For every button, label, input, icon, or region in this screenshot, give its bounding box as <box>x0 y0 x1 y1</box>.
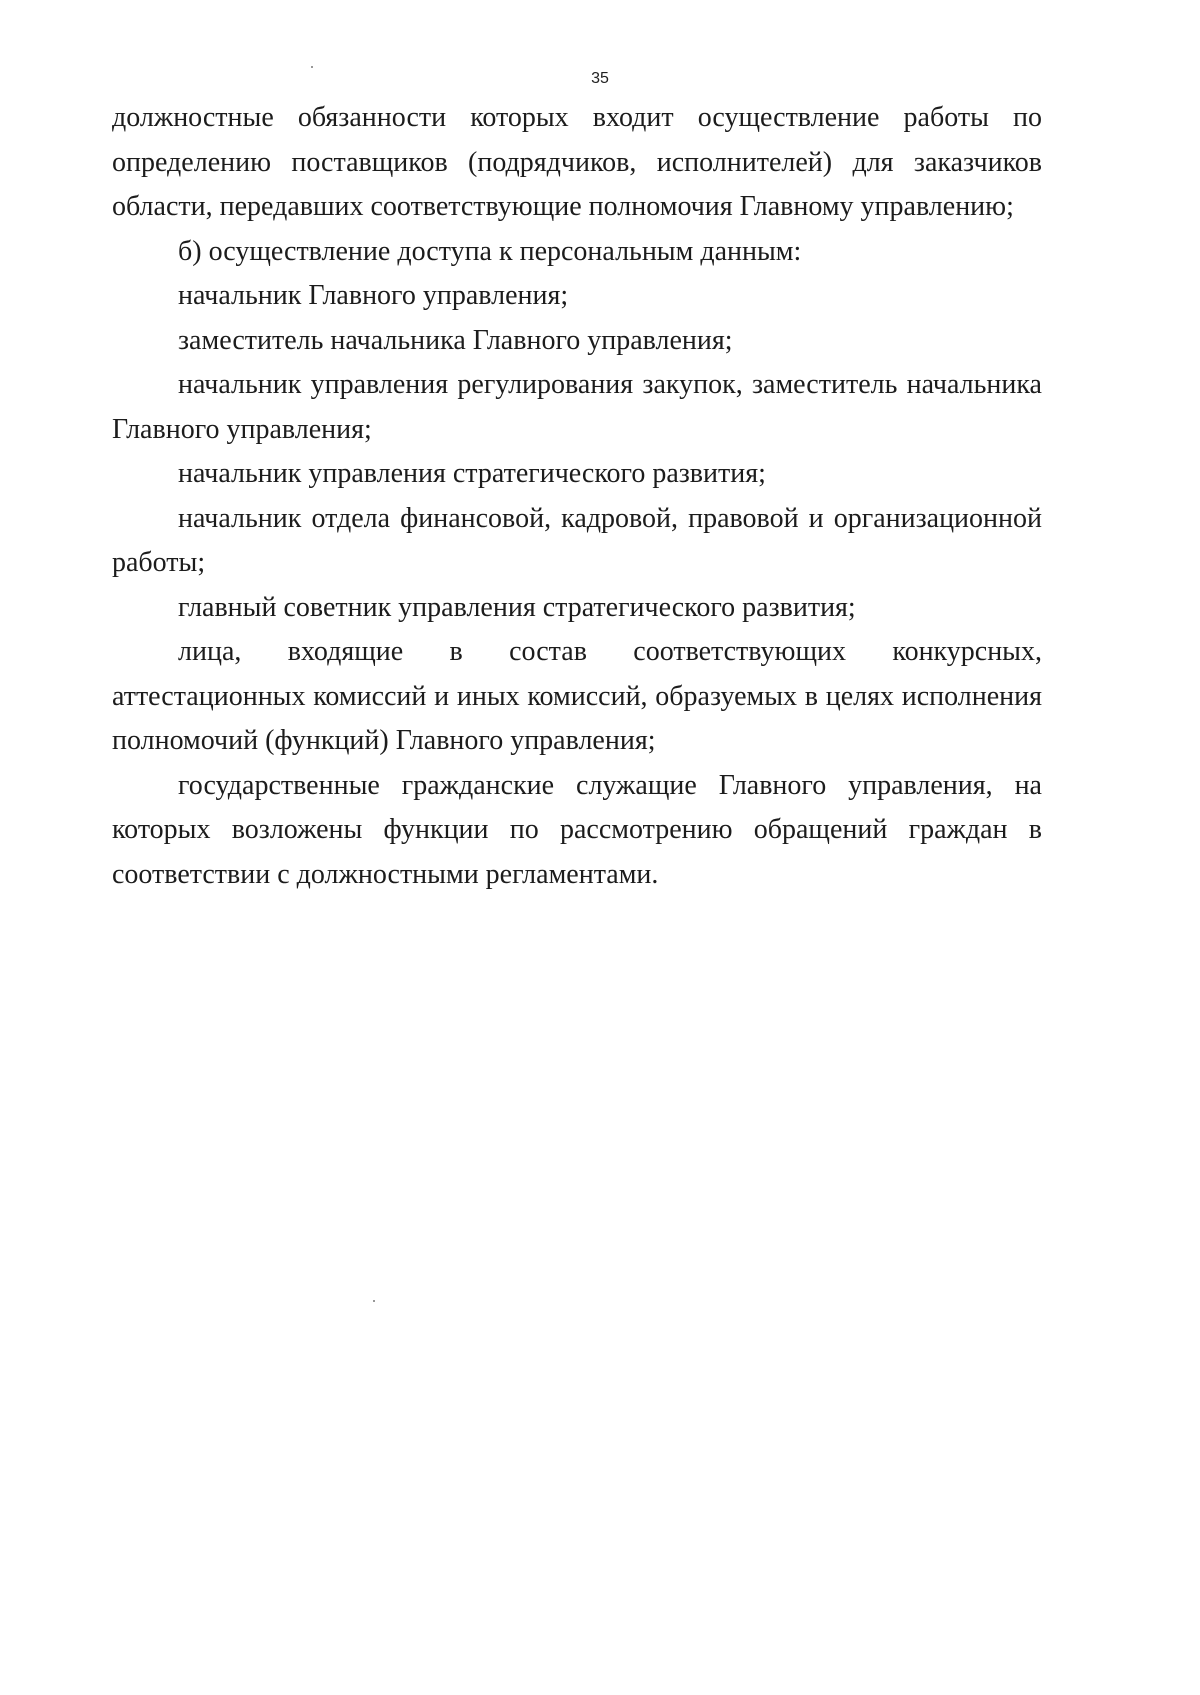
list-item-commission-members: лица, входящие в состав соответствующих конкурсных, аттестационных комиссий и иных комиссий, образуемых в целях исполнения полномочий (функций) Главного управления; <box>112 636 1042 756</box>
document-body <box>112 96 1042 897</box>
list-item-procurement-head: начальник управления регулирования закупок, заместитель начальника Главного управления; <box>112 369 1042 445</box>
paragraph-item-b: б) осуществление доступа к персональным данным: <box>178 235 802 267</box>
list-item-head: начальник Главного управления; <box>178 280 569 311</box>
page-number: 35 <box>591 70 609 87</box>
paragraph-continuation: должностные обязанности которых входит осуществление работы по определению поставщиков (подрядчиков, исполнителей) для заказчиков области, передавших соответствующие полномочия Главному управлению; <box>112 102 1042 222</box>
scan-speck <box>311 66 313 68</box>
list-item-chief-advisor: главный советник управления стратегического развития; <box>178 591 856 623</box>
list-item-finance-head: начальник отдела финансовой, кадровой, правовой и организационной работы; <box>112 502 1042 578</box>
list-item-deputy-head: заместитель начальника Главного управления; <box>178 324 733 356</box>
list-item-civil-servants: государственные гражданские служащие Главного управления, на которых возложены функции по рассмотрению обращений граждан в соответствии с должностными регламентами. <box>112 769 1042 890</box>
scan-speck <box>373 1300 375 1302</box>
list-item-strategy-head: начальник управления стратегического развития; <box>178 458 766 489</box>
